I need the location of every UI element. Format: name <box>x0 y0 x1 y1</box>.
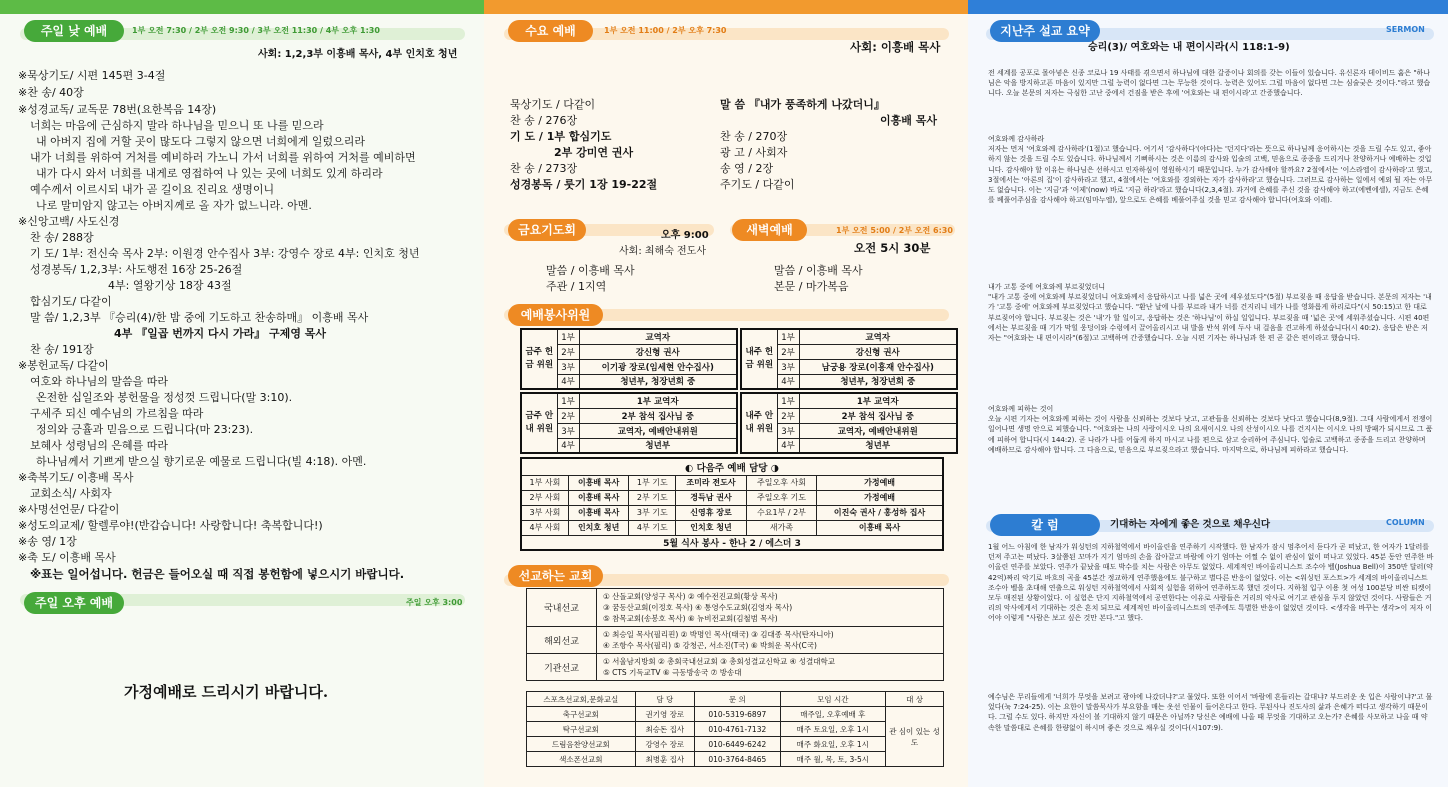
service-person: 교역자, 예배안내위원 <box>799 423 957 438</box>
order-item: 말 씀/ 1,2,3부 『승리(4)/한 밤 중에 기도하고 찬송하매』 이흥배 목사 <box>30 311 369 324</box>
sermon-column <box>968 0 1448 787</box>
next-week-cell: 조미라 전도사 <box>676 475 747 490</box>
morning-worship-title: 주일 낮 예배 <box>24 20 124 42</box>
sports-row <box>527 752 944 767</box>
wednesday-item: 찬 송 / 276장 <box>510 114 578 127</box>
next-week-cell: 수요1부 / 2부 <box>746 505 816 520</box>
order-item: 내 아버지 집에 거할 곳이 많도다 그렇지 않으면 너희에게 일렀으리라 <box>36 135 365 148</box>
mission-table <box>526 588 944 681</box>
meal-service-note: 5월 식사 봉사 - 한나 2 / 에스더 3 <box>521 535 943 550</box>
dawn-sermon: 말씀 / 이흥배 목사 <box>774 264 863 277</box>
mission-row <box>527 627 944 654</box>
order-item: ※신앙고백/ 사도신경 <box>18 215 120 228</box>
sports-header-row <box>527 692 944 707</box>
offering-next-week-table <box>740 328 958 390</box>
friday-prayer-title: 금요기도회 <box>508 219 586 241</box>
wednesday-item: 말 씀 『내가 풍족하게 나갔더니』 <box>720 98 885 111</box>
mission-line: ⑤ CTS 기독교TV ⑥ 극동방송국 ⑦ 방송대 <box>603 668 742 677</box>
order-item: 내가 너희를 위하여 거처를 예비하러 가노니 가서 너희를 위하여 거처를 예비하면 <box>30 151 416 164</box>
sports-cell: 010-5319-6897 <box>695 707 781 722</box>
order-item: ※찬 송/ 40장 <box>18 86 84 99</box>
order-item: 찬 송/ 288장 <box>30 231 94 244</box>
mission-list <box>597 654 944 681</box>
mission-row <box>527 654 944 681</box>
order-item: 내가 다시 와서 너희를 내게로 영접하여 나 있는 곳에 너희도 있게 하리라 <box>36 167 383 180</box>
service-slot: 1부 <box>557 329 579 344</box>
sports-cell: 권기영 장로 <box>635 707 694 722</box>
afternoon-worship-time: 주일 오후 3:00 <box>406 598 463 607</box>
service-slot: 4부 <box>557 438 579 453</box>
sermon-tag: SERMON <box>1386 25 1425 34</box>
usher-next-week-table <box>740 392 958 454</box>
mission-label: 국내선교 <box>527 589 597 627</box>
column-tag: COLUMN <box>1386 518 1425 527</box>
service-slot: 3부 <box>557 359 579 374</box>
mission-row <box>527 589 944 627</box>
family-worship-note: 가정예배로 드리시기 바랍니다. <box>124 683 329 701</box>
friday-presider: 사회: 최해숙 전도사 <box>619 246 707 257</box>
sermon-heading: 승리(3)/ 여호와는 내 편이시라(시 118:1-9) <box>1088 42 1290 53</box>
next-week-cell: 인치호 청년 <box>568 520 629 535</box>
next-week-cell: 새가족 <box>746 520 816 535</box>
wednesday-item: 찬 송 / 270장 <box>720 130 788 143</box>
next-week-cell: 주일오후 기도 <box>746 490 816 505</box>
order-item: 구세주 되신 예수님의 가르침을 따라 <box>30 407 204 420</box>
order-item: 나로 말미암지 않고는 아버지께로 올 자가 없느니라. 아멘. <box>36 199 312 212</box>
order-item: ※묵상기도/ 시편 145편 3-4절 <box>18 69 166 82</box>
service-person: 강신형 권사 <box>579 344 737 359</box>
next-week-cell: 신영휴 장로 <box>676 505 747 520</box>
sports-cell: 매주 월, 목, 토, 3-5시 <box>780 752 885 767</box>
sports-cell: 매주 화요일, 오후 1시 <box>780 737 885 752</box>
wednesday-item: 주기도 / 다같이 <box>720 178 795 191</box>
sports-header-cell: 담 당 <box>635 692 694 707</box>
service-slot: 1부 <box>777 393 799 408</box>
sports-cell: 010-3764-8465 <box>695 752 781 767</box>
sports-row <box>527 722 944 737</box>
service-slot: 3부 <box>557 423 579 438</box>
order-item: 찬 송/ 191장 <box>30 343 94 356</box>
order-item: 예수께서 이르시되 내가 곧 길이요 진리요 생명이니 <box>30 183 275 196</box>
sports-cell: 최승돈 집사 <box>635 722 694 737</box>
mission-label: 해외선교 <box>527 627 597 654</box>
column-paragraph: 1월 어느 아침에 한 남자가 워싱턴의 지하철역에서 바이올린을 연주하기 시작했다. 한 남자가 잠시 멈추어서 듣다가 곧 떠났고, 한 여자가 1달러를 던져 주고는 떠났다. 3살쯤된 꼬마가 지기 엄마의 손을 잡아끌고 바람에 아기 엄마는 어쩔 수 없이 관심이 없이 떠나고 있었다. 45분 동안 연주한 바이올린 연주를 보았다. 연주가 끝났을 때도 박수를 치는 사람은 아무도 없었다. 세계적인 바이올리니스트 조수아 벨(Joshua Bell)이 350만 달러(약 42억)짜리 악기로 바흐의 곡을 45분간 정교하게 연주했음에도 불구하고 별다른 반응이 없었다. 이는 <워싱턴 포스트>가 세계의 바이올리니스트 조수아 벨을 초대해 연출으로 워싱턴 지하철역에서 사회적 실험을 위하여 연주하도록 했던 것이다. 지하철 입구 이용 첫 여성 100분당 비싼 티켓이 모두 매진된 상황이었다. 이 실험은 단지 지하철역에서 공연한다는 이유로 사람들은 거리의 악사로 여기고 관심을 두지 않았던 것이다. 사람들은 거리의 악사에게서 기대하는 것은 흔치 되므로 세계적인 바이올리니스트의 연주에도 특별한 반응이 없었던 것이다. <생각을 바꾸는 생각>이 저자 이어야 이렇게 "사람은 보고 싶은 것만 본다."고 했다. <box>988 543 1434 623</box>
next-week-cell: 2부 기도 <box>629 490 676 505</box>
next-week-cell: 1부 사회 <box>521 475 568 490</box>
service-person: 교역자 <box>579 329 737 344</box>
service-slot: 3부 <box>777 359 799 374</box>
mission-line: ④ 조항수 목사(필리) ⑤ 강청곤, 서소진(T국) ⑥ 박희운 목사(C국) <box>603 641 817 650</box>
next-week-cell: 이흥배 목사 <box>568 505 629 520</box>
order-item: ※사명선언문/ 다같이 <box>18 503 120 516</box>
weekday-column <box>484 0 968 787</box>
service-person: 강신형 권사 <box>799 344 957 359</box>
wednesday-item: 2부 강미연 권사 <box>554 146 634 159</box>
presider-line: 사회: 1,2,3부 이흥배 목사, 4부 인치호 청년 <box>258 49 458 60</box>
sermon-paragraph: 전 세계를 공포로 몰아넣은 신종 코로나 19 사태를 겪으면서 하나님에 대한 갈증이나 회의를 갖는 이들이 있습니다. 유신론자 데이비드 흄은 "하나님은 악을 방지하고픈 마음이 있지만 그럴 능력이 없다면 그는 무능한 것이다. 능력은 있어도 그럴 마음이 없다면 그는 심술궂은 것이다."라고 했습니다. 오늘 본문의 저자는 극심한 고난 중에서 건짐을 받은 후에 '여호와는 내 편이시라'고 간증했습니다. <box>988 69 1431 98</box>
order-item: 4부 『일곱 번까지 다시 가라』 구제영 목사 <box>114 327 327 340</box>
next-week-title: ◐ 다음주 예배 담당 ◑ <box>521 458 943 475</box>
service-person: 1부 교역자 <box>799 393 957 408</box>
mission-line: ① 최승일 목사(필리핀) ② 박명인 목사(태국) ③ 김대종 목사(탄자니아) <box>603 630 834 639</box>
mission-list <box>597 589 944 627</box>
next-week-cell: 주일오후 사회 <box>746 475 816 490</box>
dawn-text: 본문 / 마가복음 <box>774 280 849 293</box>
wednesday-item: 기 도 / 1부 합심기도 <box>510 130 612 143</box>
wednesday-item: 이흥배 목사 <box>880 114 937 127</box>
service-person: 교역자, 예배안내위원 <box>579 423 737 438</box>
friday-prayer-time: 오후 9:00 <box>661 230 709 241</box>
service-slot: 4부 <box>557 374 579 389</box>
order-item: ※성경교독/ 교독문 78번(요한복음 14장) <box>18 103 217 116</box>
next-week-cell: 인치호 청년 <box>676 520 747 535</box>
standing-note: ※표는 일어섭니다. 헌금은 들어오실 때 직접 봉헌함에 넣으시기 바랍니다. <box>30 567 405 581</box>
committee-label: 내주 헌금 위원 <box>741 329 777 389</box>
sports-cell: 매주 토요일, 오후 1시 <box>780 722 885 737</box>
next-week-cell: 이진숙 권사 / 홍성하 집사 <box>817 505 943 520</box>
dawn-worship-main-time: 오전 5시 30분 <box>854 241 931 255</box>
order-item: 온전한 십일조와 봉헌물을 정성껏 드립니다(말 3:10). <box>36 391 293 404</box>
order-item: 합심기도/ 다같이 <box>30 295 112 308</box>
next-week-row <box>521 520 943 535</box>
order-item: 성경봉독/ 1,2,3부: 사도행전 16장 25-26절 <box>30 263 243 276</box>
sermon-paragraph: 여호와께 피하는 것이 오늘 시편 기자는 여호와께 피하는 것이 사람을 신뢰하는 것보다 낫고, 고관들을 신뢰하는 것보다 낫다고 했습니다(8,9절). 그대 사람에게서 전쟁이 일어나면 생명 안으로 피했습니다. "여호와는 나의 사랑이시오 나의 요새이시오 나의 산성이시오 나를 건지시는 이시오 나의 방패가 되시므로 그 품에 피하여 합니다(시 144:2). 곧 나라가 나를 어둡게 하지 마시고 나를 편으로 삼고 승리하여 주심니다. 입술로 고백하고 종종을 드리고 찬양하며 예배하므로 감사해야 합니다. 그 다음으로, 믿음으로 부르짖으라고 했습니다. 마지막으로, 하나님께 피하라고 했습니다. <box>988 405 1433 454</box>
next-week-cell: 이흥배 목사 <box>568 490 629 505</box>
sports-cell: 최병훈 집사 <box>635 752 694 767</box>
mission-list <box>597 627 944 654</box>
sports-row <box>527 737 944 752</box>
service-slot: 1부 <box>557 393 579 408</box>
wednesday-item: 성경봉독 / 룻기 1장 19-22절 <box>510 178 658 191</box>
mission-line: ③ 꿈동산교회(이정호 목사) ④ 통영수도교회(김영자 목사) <box>603 603 793 612</box>
next-week-cell: 2부 사회 <box>521 490 568 505</box>
sermon-paragraph: 여호와께 감사하라 저자는 먼저 '여호와께 감사하라'(1절)고 했습니다. 여기서 '감사하다'(야다)는 '던지다'라는 뜻으로 하나님께 응어하시는 것을 드릴 수도 있고, 좋아하지 않는 것을 드릴 수도 있습니다. 하나님께서 기뻐하시는 것은 이름의 감사와 입술의 고백, 믿음으로 종종을 드리거나 찬양하거나 예배하는 것입니다. 감사해야 할 이유는 하나님은 선하시고 인자하심이 영원하시기 때문입니다. 누가 감사해야 할까요? 2절에서는 '이스라엘이 감사하라'고 했고, 3절에서는 '아론의 집'이 감사하라고 했고, 4절에서는 '여호와를 경외하는 자가 감사하라'고 했습니다. 그러므로 감사하는 일에서 예외 될 자는 아무도 없습니다. 이는 '지금'과 '이제'(now) 바로 '지금 하라'라고 했습니다(2,3,4절). 과거에 은혜를 주신 것을 감사해야 하고(에벤에셀), 지금도 은혜를 베풀어주심을 감사해야 하고(임마누엘), 앞으로도 은혜를 베풀어주실 것을 믿고 감사해야 합니다(여호와 이레). <box>988 135 1433 205</box>
afternoon-worship-title: 주일 오후 예배 <box>24 592 124 614</box>
mission-label: 기관선교 <box>527 654 597 681</box>
sports-header-cell: 대 상 <box>886 692 944 707</box>
service-person: 청년부, 청장년회 중 <box>579 374 737 389</box>
sports-cell: 강영수 장로 <box>635 737 694 752</box>
service-person: 청년부 <box>799 438 957 453</box>
mission-line: ⑤ 참목교회(송봉호 목사) ⑥ 뉴비전교회(김철범 목사) <box>603 614 778 623</box>
next-week-cell: 가정예배 <box>817 475 943 490</box>
sunday-column <box>0 0 484 787</box>
order-item: ※축 도/ 이흥배 목사 <box>18 551 116 564</box>
order-item: 정의와 긍휼과 믿음으로 드립니다(마 23:23). <box>36 423 254 436</box>
service-slot: 1부 <box>777 329 799 344</box>
morning-worship-times: 1부 오전 7:30 / 2부 오전 9:30 / 3부 오전 11:30 / 4부 오후 1:30 <box>132 26 380 35</box>
sports-header-cell: 문 의 <box>695 692 781 707</box>
service-slot: 3부 <box>777 423 799 438</box>
order-item: ※성도의교제/ 할렐루야!(반갑습니다! 사랑합니다! 축복합니다!) <box>18 519 323 532</box>
mission-title: 선교하는 교회 <box>508 565 603 587</box>
sports-header-cell: 모임 시간 <box>780 692 885 707</box>
column-paragraph: 예수님은 무리들에게 '너희가 무엇을 보려고 광야에 나갔더냐?'고 물었다. 또한 이어서 '바람에 흔들리는 갈대냐? 부드러운 옷 입은 사람이냐?'고 물었다(눅 7:24-25). 이는 요한이 말씀묵사가 부요함을 매는 옷선 인물이 들어온다고 한다. 무된사나 진도사의 삶과 은혜가 떠다고 생각하기 때문이다. 그럴 수도 있다. 하지만 자신이 볼 기대하지 않기 때문은 아닐까? 당신은 예배에 나올 때 무엇을 기대하고 오는가? 은혜를 사모하고 나올 때 약속한 말씀대로 은혜를 한량없이 하시며 좋은 것으로 채우실 것이다(시107:9). <box>988 693 1433 732</box>
committee-label: 금주 헌금 위원 <box>521 329 557 389</box>
usher-this-week-table <box>520 392 738 454</box>
next-week-row <box>521 490 943 505</box>
wednesday-item: 찬 송 / 273장 <box>510 162 578 175</box>
next-week-cell: 경득남 권사 <box>676 490 747 505</box>
order-item: 너희는 마음에 근심하지 말라 하나님을 믿으니 또 나를 믿으라 <box>30 119 324 132</box>
next-week-cell: 1부 기도 <box>629 475 676 490</box>
service-slot: 4부 <box>777 374 799 389</box>
sports-target: 관 심이 있는 성도 <box>886 707 944 767</box>
friday-sermon: 말씀 / 이흥배 목사 <box>546 264 635 277</box>
service-person: 이기광 장로(임세현 안수집사) <box>579 359 737 374</box>
committee-label: 내주 안내 위원 <box>741 393 777 453</box>
mission-line: ① 서울남지방회 ② 총회국내선교회 ③ 총회성결교신학교 ④ 성결대학교 <box>603 657 835 666</box>
sermon-summary-title: 지난주 설교 요약 <box>990 20 1100 42</box>
wednesday-worship-title: 수요 예배 <box>508 20 593 42</box>
wednesday-item: 광 고 / 사회자 <box>720 146 788 159</box>
servants-title: 예배봉사위원 <box>508 304 603 326</box>
sports-cell: 축구선교회 <box>527 707 636 722</box>
wednesday-item: 묵상기도 / 다같이 <box>510 98 596 111</box>
next-week-cell: 3부 기도 <box>629 505 676 520</box>
order-item: ※봉헌교독/ 다같이 <box>18 359 109 372</box>
wednesday-presider: 사회: 이흥배 목사 <box>850 40 941 54</box>
sports-cell: 드림음찬양선교회 <box>527 737 636 752</box>
service-slot: 2부 <box>777 344 799 359</box>
sports-cell: 탁구선교회 <box>527 722 636 737</box>
service-person: 2부 참석 집사님 중 <box>579 408 737 423</box>
next-week-footer-row <box>521 535 943 550</box>
column-title: 칼 럼 <box>990 514 1100 536</box>
order-item: ※축복기도/ 이흥배 목사 <box>18 471 134 484</box>
dawn-worship-times: 1부 오전 5:00 / 2부 오전 6:30 <box>836 226 953 235</box>
service-person: 청년부 <box>579 438 737 453</box>
next-week-row <box>521 505 943 520</box>
committee-label: 금주 안내 위원 <box>521 393 557 453</box>
sports-cell: 색소폰선교회 <box>527 752 636 767</box>
wednesday-worship-times: 1부 오전 11:00 / 2부 오후 7:30 <box>604 26 727 35</box>
service-slot: 2부 <box>557 344 579 359</box>
sports-cell: 010-4761-7132 <box>695 722 781 737</box>
service-person: 남궁용 장로(이흥재 안수집사) <box>799 359 957 374</box>
service-person: 청년부, 청장년회 중 <box>799 374 957 389</box>
next-week-cell: 가정예배 <box>817 490 943 505</box>
column-heading: 기대하는 자에게 좋은 것으로 채우신다 <box>1110 519 1271 530</box>
service-person: 교역자 <box>799 329 957 344</box>
next-week-cell: 4부 사회 <box>521 520 568 535</box>
next-week-cell: 이흥배 목사 <box>568 475 629 490</box>
sermon-paragraph: 내가 고통 중에 여호와께 부르짖었더니 "내가 고통 중에 여호와께 부르짖었더니 여호와께서 응답하시고 나를 넓은 곳에 세우셨도다"(5절) 부르짖음 때 응답을 받습니다. 본문의 저자는 '내가 '고통 중에' 여호와께 부르짖었다고 했습니다. "환난 날에 나를 부르라 내가 너를 건지리니 네가 나를 영화롭게 하리로다"(시 50:15)고 한 대로 부르짖어야 합니다. 부르짖는 것은 '내'가 할 일이고, 응답하는 것은 '하나님'이 하실 일입니다. 부르짖을 때 '넓은 곳'에 세워주셨습니다. 시편 40편에서는 부르짖을 때 기가 막힐 웅덩이와 수렁에서 끌어올리시고 내 발을 반석 위에 두사 내 걸음을 견고하게 하셨습니다(시 40:2). 응답은 받은 저자는 "여호와는 내 편이시라"(6절)고 고백하며 간증했습니다. 오늘 시편 기자는 하나님과 한 편 곧 같은 편이라고 했습니다. <box>988 283 1432 343</box>
mission-line: ① 산돌교회(양성구 목사) ② 예수전진교회(황상 목사) <box>603 592 778 601</box>
wednesday-item: 송 영 / 2장 <box>720 162 774 175</box>
order-item: ※송 영/ 1장 <box>18 535 77 548</box>
sports-header-cell: 스포츠선교회,문화교실 <box>527 692 636 707</box>
next-week-row <box>521 475 943 490</box>
offering-this-week-table <box>520 328 738 390</box>
service-person: 1부 교역자 <box>579 393 737 408</box>
sports-mission-table <box>526 691 944 767</box>
service-slot: 2부 <box>557 408 579 423</box>
order-item: 보혜사 성령님의 은혜를 따라 <box>30 439 169 452</box>
order-item: 기 도/ 1부: 전신숙 목사 2부: 이원경 안수집사 3부: 강영수 장로 4부: 인치호 청년 <box>30 247 420 260</box>
sports-row <box>527 707 944 722</box>
friday-host: 주관 / 1지역 <box>546 280 607 293</box>
sports-cell: 매주일, 오후예배 후 <box>780 707 885 722</box>
service-person: 2부 참석 집사님 중 <box>799 408 957 423</box>
service-slot: 4부 <box>777 438 799 453</box>
next-week-cell: 이흥배 목사 <box>817 520 943 535</box>
order-item: 여호와 하나님의 말씀을 따라 <box>30 375 169 388</box>
next-week-table <box>520 457 944 551</box>
dawn-worship-title: 새벽예배 <box>732 219 807 241</box>
order-item: 하나님께서 기쁘게 받으실 향기로운 예물로 드립니다(빌 4:18). 아멘. <box>36 455 367 468</box>
next-week-cell: 4부 기도 <box>629 520 676 535</box>
order-item: 4부: 열왕기상 18장 43절 <box>108 279 232 292</box>
next-week-cell: 3부 사회 <box>521 505 568 520</box>
order-item: 교회소식/ 사회자 <box>30 487 112 500</box>
service-slot: 2부 <box>777 408 799 423</box>
sports-cell: 010-6449-6242 <box>695 737 781 752</box>
